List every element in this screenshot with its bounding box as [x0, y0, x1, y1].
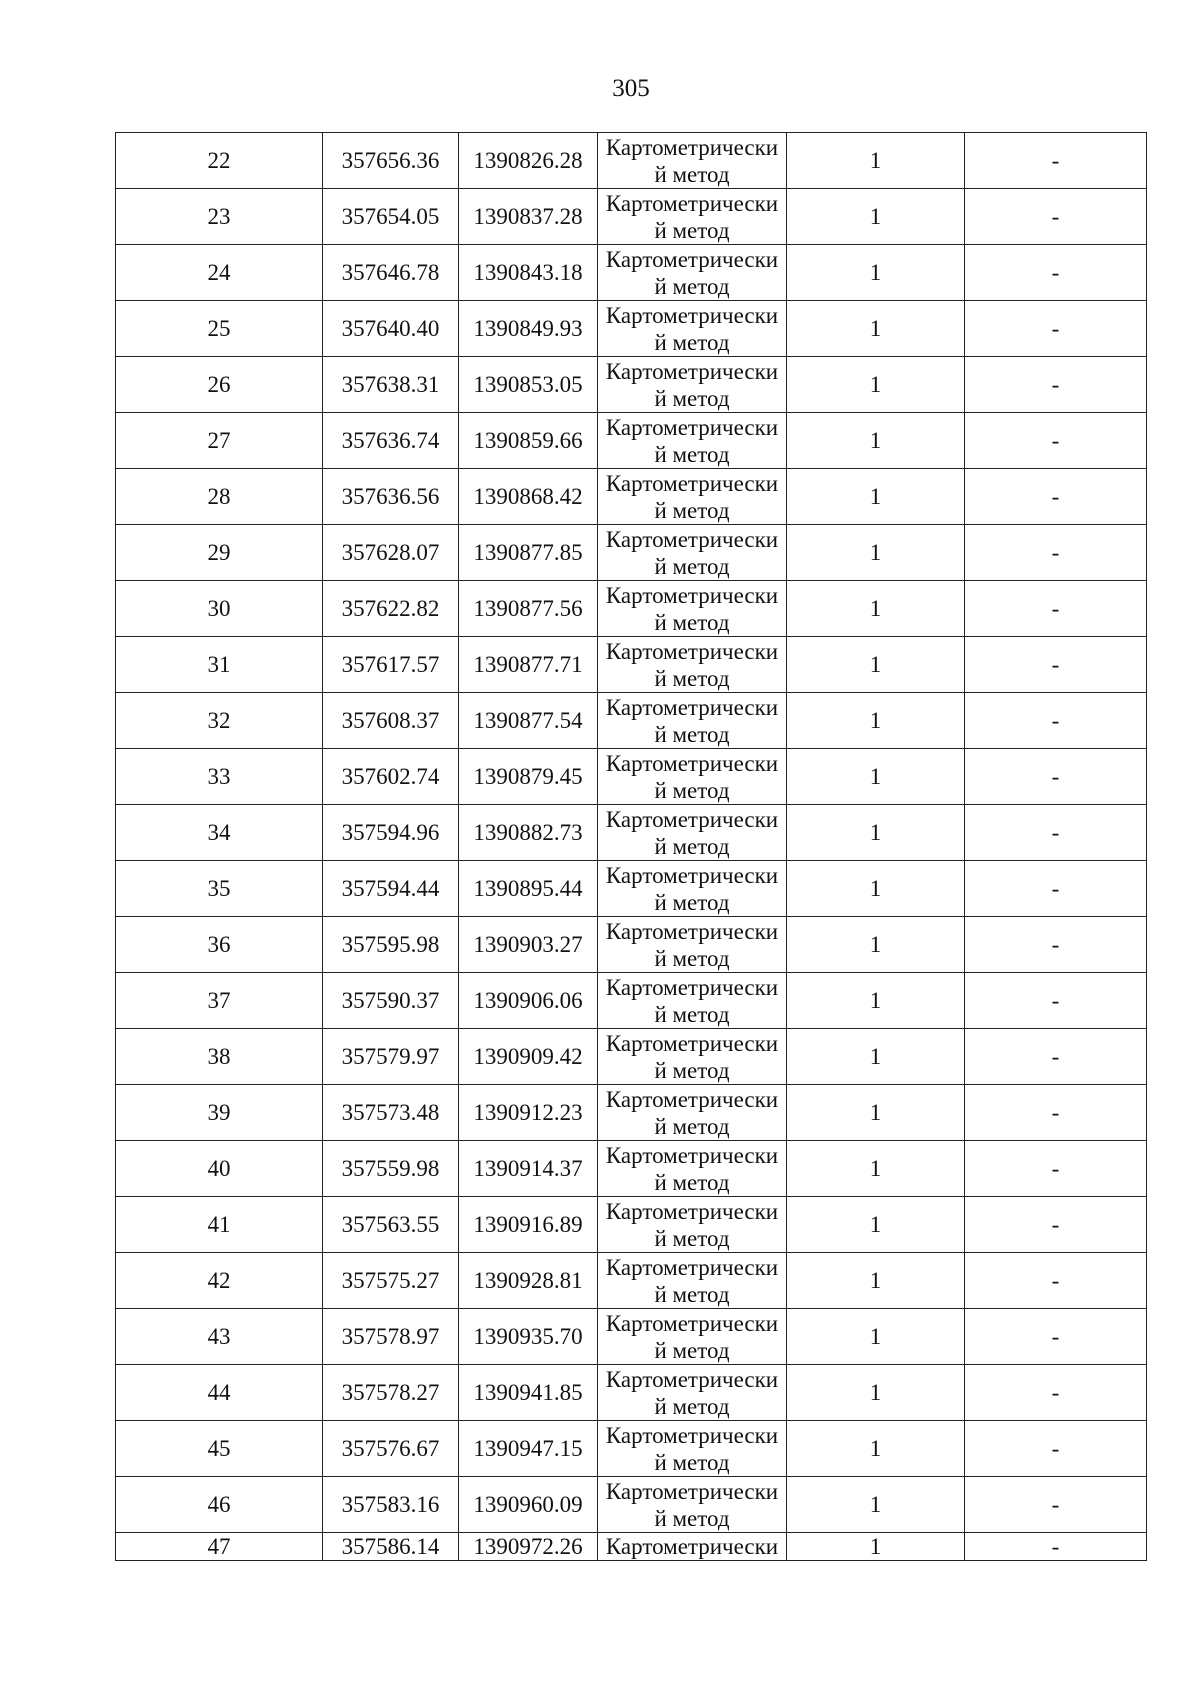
y-coordinate-cell: 1390972.26 — [459, 1533, 598, 1561]
method-text-line-1: Картометрически — [605, 358, 779, 384]
accuracy-cell: 1 — [787, 1309, 965, 1365]
table-row — [116, 973, 1147, 1029]
y-coordinate-cell: 1390879.45 — [459, 749, 598, 805]
method-text-line-2: й метод — [654, 1393, 730, 1419]
y-coordinate-cell: 1390868.42 — [459, 469, 598, 525]
y-coordinate-cell: 1390895.44 — [459, 861, 598, 917]
x-coordinate-cell: 357594.44 — [323, 861, 459, 917]
note-cell: - — [965, 1253, 1147, 1309]
method-cell — [598, 357, 787, 413]
method-text-line-2: й метод — [654, 161, 730, 187]
method-text-line-2: й метод — [654, 553, 730, 579]
x-coordinate-cell: 357640.40 — [323, 301, 459, 357]
method-text-line-1: Картометрически — [605, 918, 779, 944]
y-coordinate-cell: 1390853.05 — [459, 357, 598, 413]
method-text-line-1: Картометрически — [605, 134, 779, 160]
method-text-line-2: й метод — [654, 833, 730, 859]
table-row — [116, 189, 1147, 245]
point-number-cell: 32 — [116, 693, 323, 749]
note-cell: - — [965, 1365, 1147, 1421]
method-text-line-1: Картометрически — [605, 862, 779, 888]
x-coordinate-cell: 357590.37 — [323, 973, 459, 1029]
method-text-line-1: Картометрически — [605, 1086, 779, 1112]
accuracy-cell: 1 — [787, 1477, 965, 1533]
accuracy-cell: 1 — [787, 1141, 965, 1197]
y-coordinate-cell: 1390843.18 — [459, 245, 598, 301]
method-cell — [598, 301, 787, 357]
x-coordinate-cell: 357578.97 — [323, 1309, 459, 1365]
table-row — [116, 581, 1147, 637]
point-number-cell: 22 — [116, 133, 323, 189]
method-text-line-1: Картометрически — [605, 1142, 779, 1168]
y-coordinate-cell: 1390877.85 — [459, 525, 598, 581]
method-text-line-2: й метод — [654, 273, 730, 299]
method-text-line-2: й метод — [654, 609, 730, 635]
note-cell: - — [965, 413, 1147, 469]
method-cell — [598, 1253, 787, 1309]
table-row — [116, 245, 1147, 301]
y-coordinate-cell: 1390947.15 — [459, 1421, 598, 1477]
x-coordinate-cell: 357636.56 — [323, 469, 459, 525]
x-coordinate-cell: 357636.74 — [323, 413, 459, 469]
table-row — [116, 805, 1147, 861]
method-text-line-2: й метод — [654, 889, 730, 915]
y-coordinate-cell: 1390941.85 — [459, 1365, 598, 1421]
method-cell — [598, 525, 787, 581]
x-coordinate-cell: 357586.14 — [323, 1533, 459, 1561]
x-coordinate-cell: 357583.16 — [323, 1477, 459, 1533]
method-text-line-1: Картометрически — [605, 1366, 779, 1392]
x-coordinate-cell: 357594.96 — [323, 805, 459, 861]
x-coordinate-cell: 357576.67 — [323, 1421, 459, 1477]
note-cell: - — [965, 469, 1147, 525]
method-text-line-1: Картометрически — [605, 806, 779, 832]
method-text-line-1: Картометрически — [605, 190, 779, 216]
method-text-line-1: Картометрически — [605, 974, 779, 1000]
point-number-cell: 31 — [116, 637, 323, 693]
point-number-cell: 29 — [116, 525, 323, 581]
note-cell: - — [965, 301, 1147, 357]
accuracy-cell: 1 — [787, 1253, 965, 1309]
table-row — [116, 637, 1147, 693]
note-cell: - — [965, 1197, 1147, 1253]
method-cell — [598, 1533, 787, 1561]
method-text-line-1: Картометрически — [605, 526, 779, 552]
method-text-line-1: Картометрически — [605, 414, 779, 440]
point-number-cell: 42 — [116, 1253, 323, 1309]
method-cell — [598, 637, 787, 693]
accuracy-cell: 1 — [787, 1533, 965, 1561]
method-text-line-2: й метод — [654, 777, 730, 803]
point-number-cell: 39 — [116, 1085, 323, 1141]
method-text-line-2: й метод — [654, 1281, 730, 1307]
method-cell — [598, 749, 787, 805]
note-cell: - — [965, 245, 1147, 301]
method-text-line-2: й метод — [654, 1225, 730, 1251]
method-text-line-2: й метод — [654, 497, 730, 523]
method-text-line-2: й метод — [654, 945, 730, 971]
point-number-cell: 41 — [116, 1197, 323, 1253]
x-coordinate-cell: 357595.98 — [323, 917, 459, 973]
accuracy-cell: 1 — [787, 1365, 965, 1421]
table-row — [116, 1309, 1147, 1365]
point-number-cell: 45 — [116, 1421, 323, 1477]
note-cell: - — [965, 749, 1147, 805]
note-cell: - — [965, 1421, 1147, 1477]
table-row — [116, 525, 1147, 581]
method-text-line-2: й метод — [654, 329, 730, 355]
method-cell — [598, 245, 787, 301]
table-row — [116, 133, 1147, 189]
x-coordinate-cell: 357622.82 — [323, 581, 459, 637]
x-coordinate-cell: 357628.07 — [323, 525, 459, 581]
method-text-line-2: й метод — [654, 441, 730, 467]
accuracy-cell: 1 — [787, 133, 965, 189]
accuracy-cell: 1 — [787, 861, 965, 917]
method-cell — [598, 1197, 787, 1253]
method-text-line-2: й метод — [654, 721, 730, 747]
coordinates-table-body — [116, 133, 1147, 1561]
table-row — [116, 917, 1147, 973]
point-number-cell: 33 — [116, 749, 323, 805]
point-number-cell: 26 — [116, 357, 323, 413]
y-coordinate-cell: 1390928.81 — [459, 1253, 598, 1309]
point-number-cell: 37 — [116, 973, 323, 1029]
x-coordinate-cell: 357578.27 — [323, 1365, 459, 1421]
accuracy-cell: 1 — [787, 749, 965, 805]
x-coordinate-cell: 357559.98 — [323, 1141, 459, 1197]
note-cell: - — [965, 189, 1147, 245]
x-coordinate-cell: 357656.36 — [323, 133, 459, 189]
point-number-cell: 34 — [116, 805, 323, 861]
x-coordinate-cell: 357573.48 — [323, 1085, 459, 1141]
y-coordinate-cell: 1390837.28 — [459, 189, 598, 245]
note-cell: - — [965, 805, 1147, 861]
note-cell: - — [965, 861, 1147, 917]
note-cell: - — [965, 637, 1147, 693]
note-cell: - — [965, 1533, 1147, 1561]
accuracy-cell: 1 — [787, 469, 965, 525]
accuracy-cell: 1 — [787, 637, 965, 693]
method-text-line-1: Картометрически — [605, 638, 779, 664]
point-number-cell: 24 — [116, 245, 323, 301]
accuracy-cell: 1 — [787, 245, 965, 301]
method-cell — [598, 1085, 787, 1141]
method-text-line-2: й метод — [654, 1113, 730, 1139]
x-coordinate-cell: 357563.55 — [323, 1197, 459, 1253]
method-text-line-1: Картометрически — [605, 1478, 779, 1504]
note-cell: - — [965, 917, 1147, 973]
y-coordinate-cell: 1390877.71 — [459, 637, 598, 693]
method-cell — [598, 973, 787, 1029]
accuracy-cell: 1 — [787, 1085, 965, 1141]
table-row — [116, 1365, 1147, 1421]
method-cell — [598, 469, 787, 525]
table-row — [116, 1141, 1147, 1197]
method-text-line-2: й метод — [654, 217, 730, 243]
x-coordinate-cell: 357617.57 — [323, 637, 459, 693]
table-row — [116, 1029, 1147, 1085]
method-text-line-1: Картометрически — [605, 1030, 779, 1056]
method-cell — [598, 581, 787, 637]
method-text-line-2: й метод — [654, 1169, 730, 1195]
y-coordinate-cell: 1390877.54 — [459, 693, 598, 749]
accuracy-cell: 1 — [787, 301, 965, 357]
method-text-line-1: Картометрически — [605, 1198, 779, 1224]
y-coordinate-cell: 1390877.56 — [459, 581, 598, 637]
accuracy-cell: 1 — [787, 1421, 965, 1477]
note-cell: - — [965, 525, 1147, 581]
method-cell — [598, 1421, 787, 1477]
note-cell: - — [965, 1085, 1147, 1141]
method-text-line-2: й метод — [654, 1505, 730, 1531]
method-cell — [598, 1029, 787, 1085]
point-number-cell: 27 — [116, 413, 323, 469]
y-coordinate-cell: 1390826.28 — [459, 133, 598, 189]
table-row — [116, 1421, 1147, 1477]
note-cell: - — [965, 133, 1147, 189]
method-text-line-1: Картометрически — [605, 1422, 779, 1448]
accuracy-cell: 1 — [787, 973, 965, 1029]
point-number-cell: 40 — [116, 1141, 323, 1197]
coordinates-table — [115, 132, 1147, 1561]
accuracy-cell: 1 — [787, 1197, 965, 1253]
table-row — [116, 357, 1147, 413]
table-row — [116, 1477, 1147, 1533]
method-text-line-1: Картометрически — [605, 694, 779, 720]
y-coordinate-cell: 1390935.70 — [459, 1309, 598, 1365]
accuracy-cell: 1 — [787, 917, 965, 973]
point-number-cell: 38 — [116, 1029, 323, 1085]
point-number-cell: 47 — [116, 1533, 323, 1561]
table-row — [116, 301, 1147, 357]
method-text-line-1: Картометрически — [605, 302, 779, 328]
note-cell: - — [965, 1029, 1147, 1085]
point-number-cell: 30 — [116, 581, 323, 637]
method-text-line-1: Картометрически — [605, 246, 779, 272]
method-cell — [598, 1365, 787, 1421]
method-text-line-2: й метод — [654, 1449, 730, 1475]
method-text-line-1: Картометрически — [605, 1534, 779, 1559]
method-text-line-2: й метод — [654, 1057, 730, 1083]
y-coordinate-cell: 1390960.09 — [459, 1477, 598, 1533]
table-row — [116, 469, 1147, 525]
method-cell — [598, 693, 787, 749]
point-number-cell: 23 — [116, 189, 323, 245]
table-row — [116, 749, 1147, 805]
x-coordinate-cell: 357608.37 — [323, 693, 459, 749]
note-cell: - — [965, 973, 1147, 1029]
method-text-line-2: й метод — [654, 1001, 730, 1027]
x-coordinate-cell: 357646.78 — [323, 245, 459, 301]
table-row — [116, 1253, 1147, 1309]
method-text-line-1: Картометрически — [605, 750, 779, 776]
method-text-line-1: Картометрически — [605, 1310, 779, 1336]
method-cell — [598, 805, 787, 861]
y-coordinate-cell: 1390903.27 — [459, 917, 598, 973]
y-coordinate-cell: 1390909.42 — [459, 1029, 598, 1085]
point-number-cell: 43 — [116, 1309, 323, 1365]
note-cell: - — [965, 357, 1147, 413]
point-number-cell: 46 — [116, 1477, 323, 1533]
note-cell: - — [965, 693, 1147, 749]
x-coordinate-cell: 357638.31 — [323, 357, 459, 413]
method-cell — [598, 413, 787, 469]
accuracy-cell: 1 — [787, 525, 965, 581]
accuracy-cell: 1 — [787, 1029, 965, 1085]
method-cell — [598, 133, 787, 189]
note-cell: - — [965, 1309, 1147, 1365]
method-text-line-2: й метод — [654, 665, 730, 691]
note-cell: - — [965, 1477, 1147, 1533]
method-cell — [598, 917, 787, 973]
method-text-line-1: Картометрически — [605, 582, 779, 608]
y-coordinate-cell: 1390916.89 — [459, 1197, 598, 1253]
accuracy-cell: 1 — [787, 693, 965, 749]
y-coordinate-cell: 1390882.73 — [459, 805, 598, 861]
method-cell — [598, 861, 787, 917]
y-coordinate-cell: 1390859.66 — [459, 413, 598, 469]
point-number-cell: 36 — [116, 917, 323, 973]
method-text-line-2: й метод — [654, 385, 730, 411]
point-number-cell: 28 — [116, 469, 323, 525]
method-cell — [598, 189, 787, 245]
table-row — [116, 1085, 1147, 1141]
y-coordinate-cell: 1390906.06 — [459, 973, 598, 1029]
method-cell — [598, 1141, 787, 1197]
accuracy-cell: 1 — [787, 357, 965, 413]
method-text-line-1: Картометрически — [605, 470, 779, 496]
accuracy-cell: 1 — [787, 413, 965, 469]
note-cell: - — [965, 581, 1147, 637]
y-coordinate-cell: 1390912.23 — [459, 1085, 598, 1141]
point-number-cell: 25 — [116, 301, 323, 357]
table-row — [116, 413, 1147, 469]
note-cell: - — [965, 1141, 1147, 1197]
point-number-cell: 35 — [116, 861, 323, 917]
point-number-cell: 44 — [116, 1365, 323, 1421]
table-row — [116, 861, 1147, 917]
table-row — [116, 693, 1147, 749]
x-coordinate-cell: 357575.27 — [323, 1253, 459, 1309]
table-row — [116, 1197, 1147, 1253]
accuracy-cell: 1 — [787, 805, 965, 861]
method-cell — [598, 1477, 787, 1533]
x-coordinate-cell: 357602.74 — [323, 749, 459, 805]
y-coordinate-cell: 1390849.93 — [459, 301, 598, 357]
y-coordinate-cell: 1390914.37 — [459, 1141, 598, 1197]
x-coordinate-cell: 357654.05 — [323, 189, 459, 245]
accuracy-cell: 1 — [787, 581, 965, 637]
page-number: 305 — [612, 75, 650, 102]
x-coordinate-cell: 357579.97 — [323, 1029, 459, 1085]
table-row — [116, 1533, 1147, 1561]
method-cell — [598, 1309, 787, 1365]
method-text-line-1: Картометрически — [605, 1254, 779, 1280]
accuracy-cell: 1 — [787, 189, 965, 245]
method-text-line-2: й метод — [654, 1337, 730, 1363]
